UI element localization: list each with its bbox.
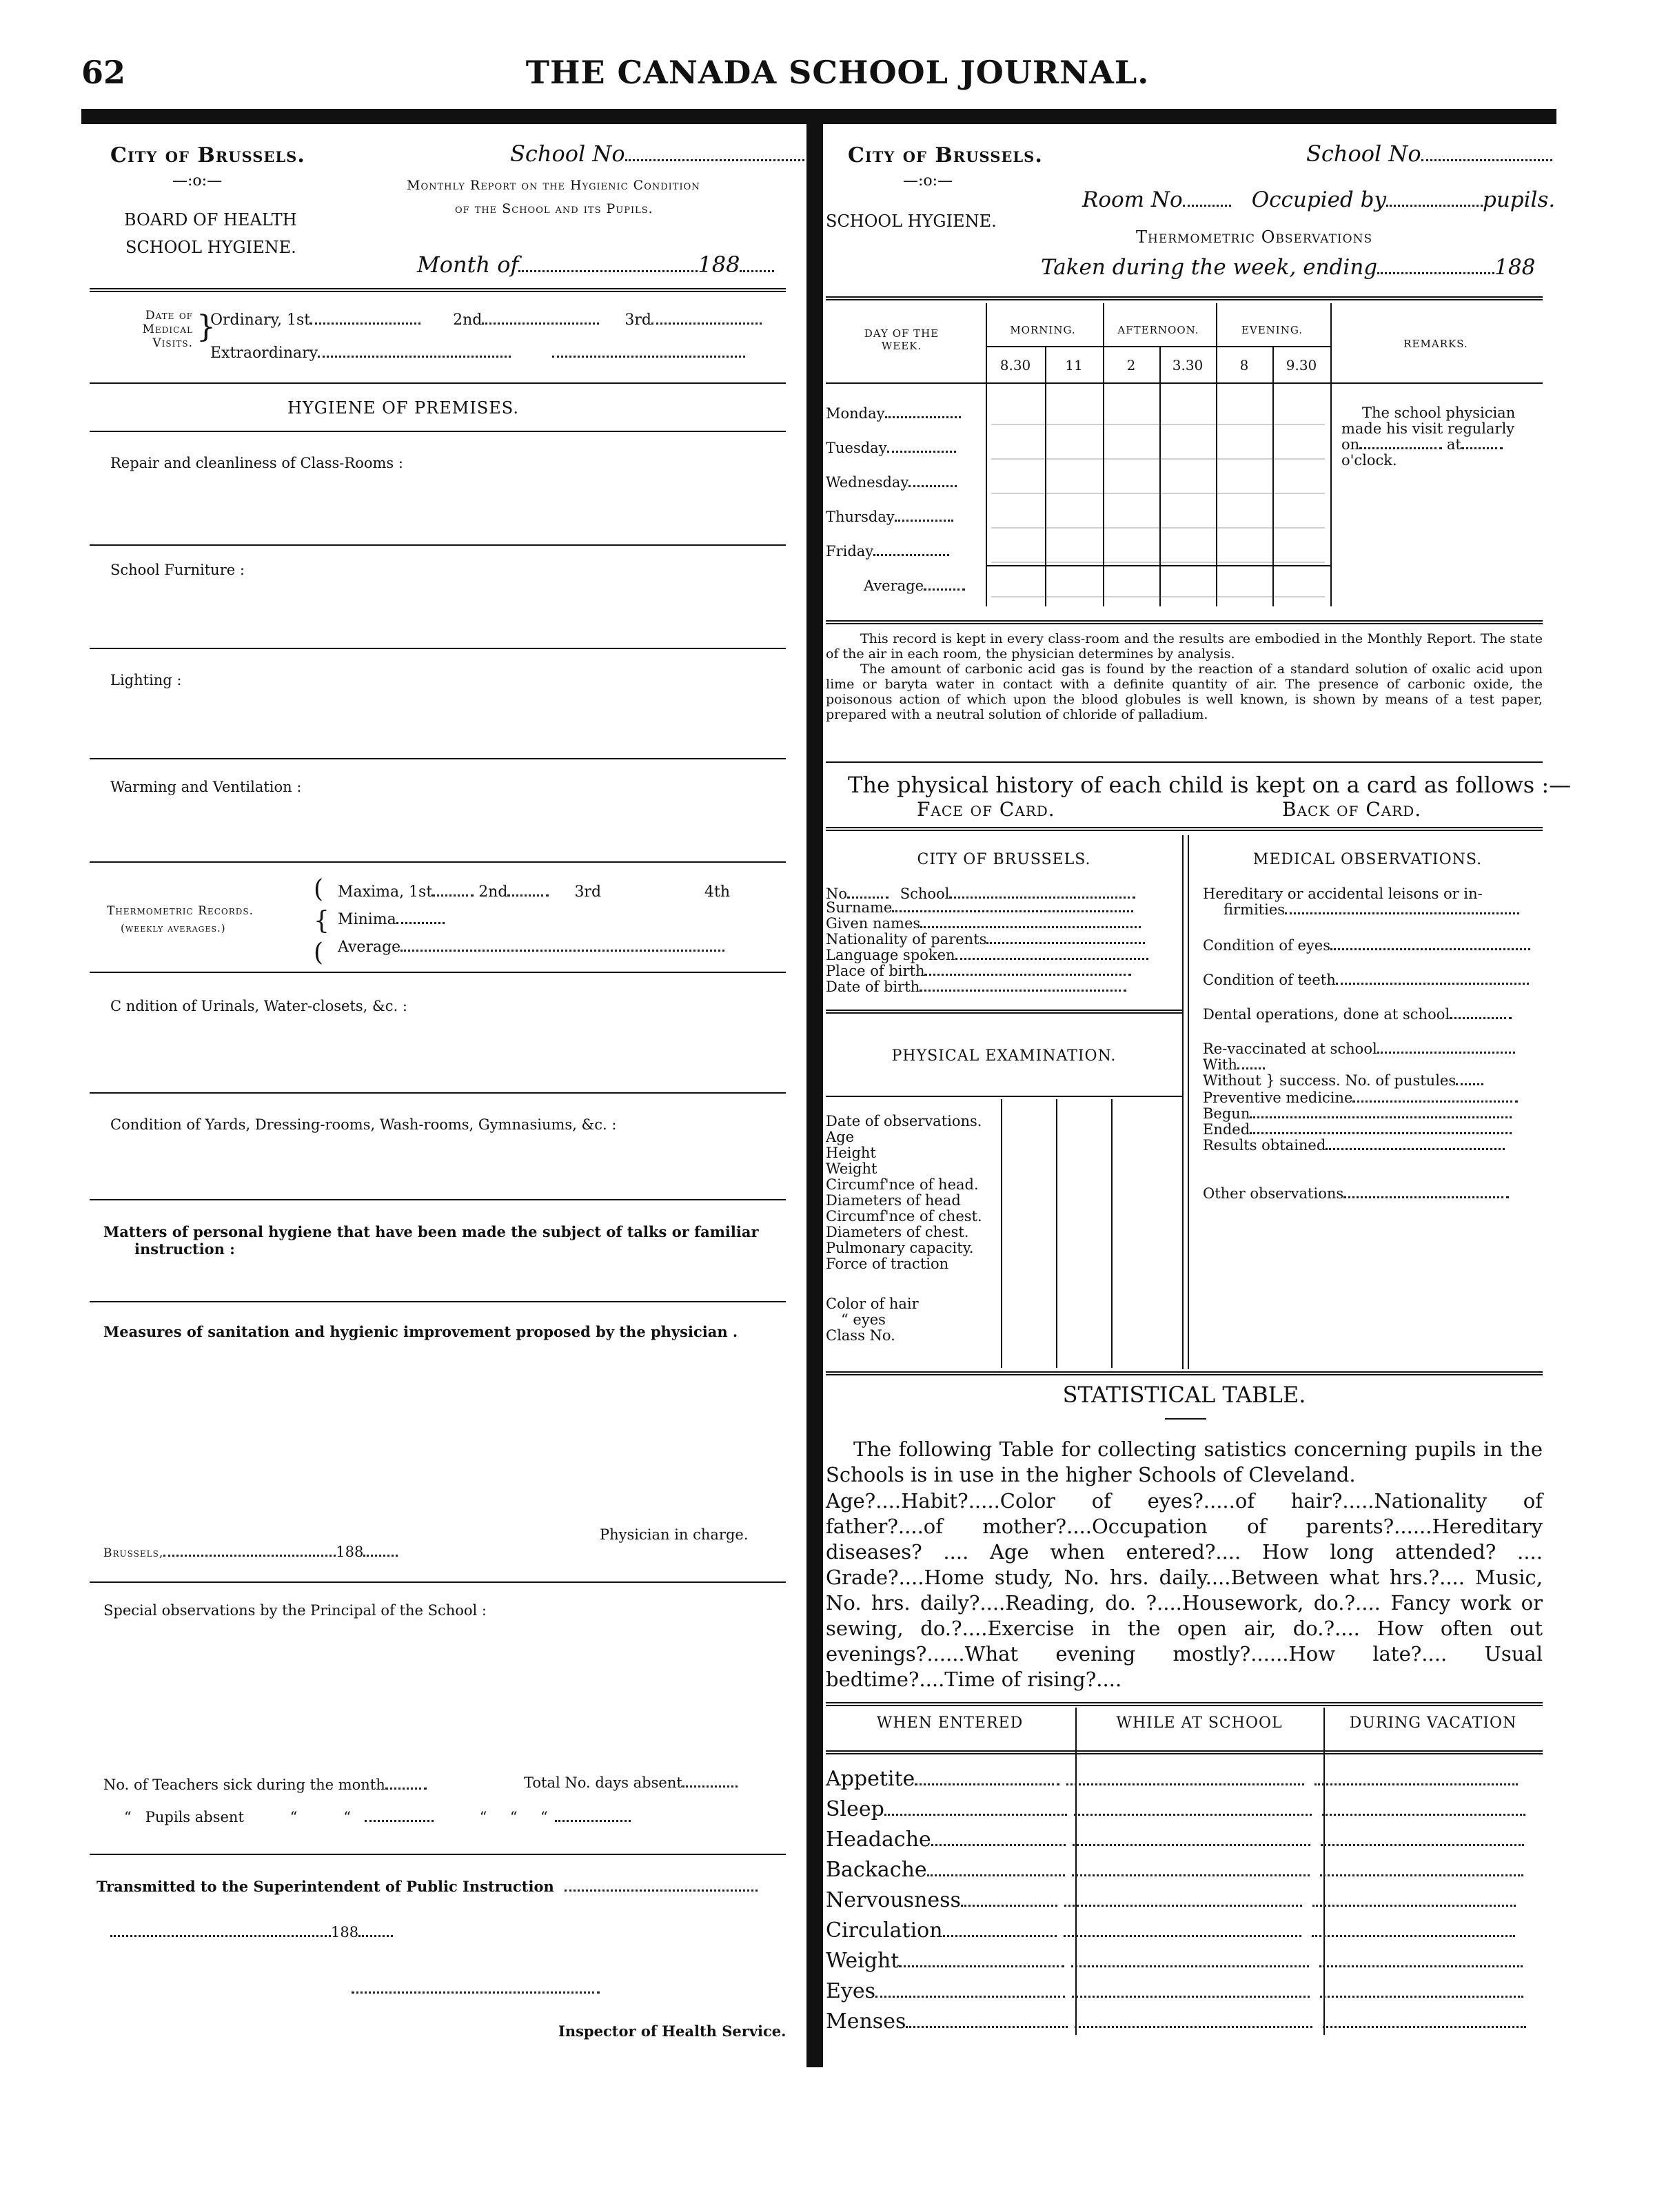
pupils-absent: “ Pupils absent “ “ “ “ “ (124, 1809, 631, 1825)
day-header: DAY OF THE WEEK. (864, 327, 940, 352)
back-results: Results obtained (1203, 1137, 1505, 1154)
left-city: City of Brussels. (110, 143, 305, 167)
col-while-at-school: WHILE AT SCHOOL (1116, 1714, 1283, 1732)
matters-label: Matters of personal hygiene that have been made the subject of talks or familiar (103, 1223, 759, 1240)
phys-date: Date of observations. (826, 1113, 982, 1129)
back-preventive: Preventive medicine (1203, 1089, 1518, 1107)
thermo-records-label: Thermometric Records. (107, 904, 254, 918)
stat-row-appetite: Appetite (826, 1764, 1518, 1794)
stat-row-headache: Headache (826, 1825, 1524, 1855)
inspector-signature-line (352, 1983, 600, 1996)
stat-row-eyes: Eyes (826, 1976, 1523, 2007)
phys-hair: Color of hair (826, 1296, 919, 1312)
teachers-sick: No. of Teachers sick during the month (103, 1776, 427, 1793)
phys-age: Age (826, 1129, 855, 1145)
visits-label: Date of Medical Visits. (142, 309, 193, 350)
urinals-label: C ndition of Urinals, Water-closets, &c. : (110, 998, 407, 1014)
face-language: Language spoken (826, 947, 1177, 964)
phys-pulmonary: Pulmonary capacity. (826, 1240, 974, 1256)
face-given-names: Given names (826, 915, 1177, 932)
back-hereditary: Hereditary or accidental leisons or in- (1203, 885, 1483, 902)
average-line: Average (338, 939, 724, 956)
statistical-questions: Age?....Habit?.....Color of eyes?.....of hair?.....Nationality of father?....of mother?....Occupation of parents?......Hereditary diseases? .... Age when entered?.... How long attended? .... Grade?....Home study, No. hrs. daily....Between what hrs.?.... Music, No. hrs. daily?....Reading, do. ?....Housework, do.?.... Fancy work or sewing, do.?....Exercise in the open air, do.?.... How often out evenings?......What evening mostly?......How late?.... Usual bedtime?....Time of rising?.... (826, 1489, 1543, 1691)
lighting-label: Lighting : (110, 672, 182, 688)
face-place-of-birth: Place of birth (826, 963, 1177, 980)
back-infirmities: firmities (1224, 901, 1519, 919)
phys-head-circ: Circumf'nce of head. (826, 1176, 979, 1193)
card-intro: The physical history of each child is kept on a card as follows :— (848, 772, 1572, 798)
phys-height: Height (826, 1145, 876, 1161)
phys-title: PHYSICAL EXAMINATION. (891, 1047, 1117, 1065)
back-begun: Begun (1203, 1105, 1512, 1123)
visits-ordinary: Ordinary, 1st 2nd 3rd (210, 311, 762, 329)
back-other: Other observations (1203, 1185, 1509, 1202)
record-note: This record is kept in every class-room and the results are embodied in the Monthly Report. The state of the air in each room, the physician determines by analysis. The amount of carbonic acid gas is found by the reaction of a standard solution of oxalic acid upon lime or baryta water in contact with a definite quantity of air. The presence of carbonic oxide, the poisonous action of which upon the blood globules is well known, is shown by means of a test paper, prepared with a neutral solution of chloride of palladium. (826, 631, 1543, 722)
inspector-label: Inspector of Health Service. (558, 2022, 786, 2040)
left-board: BOARD OF HEALTH (124, 210, 297, 229)
time-0: 8.30 (999, 357, 1031, 373)
journal-title: THE CANADA SCHOOL JOURNAL. (525, 54, 1150, 91)
thermo-records-sub: (weekly averages.) (121, 922, 226, 934)
statistical-intro: The following Table for collecting satistics concerning pupils in the Schools is in use in the higher Schools of Cleveland. (826, 1437, 1543, 1486)
face-of-card: Face of Card. (917, 798, 1055, 821)
right-school-hygiene: SCHOOL HYGIENE. (826, 212, 997, 231)
day-monday: Monday (826, 405, 961, 422)
room-occupied: Room No Occupied by pupils. (1082, 187, 1556, 212)
time-3: 3.30 (1172, 357, 1204, 373)
thermo-table (826, 303, 1543, 624)
page-number: 62 (81, 54, 126, 91)
evening-header: EVENING. (1241, 324, 1303, 336)
right-school-no: School No (1306, 141, 1552, 167)
matters-label-2: instruction : (134, 1240, 235, 1258)
face-date-of-birth: Date of birth (826, 979, 1177, 996)
left-month-of: Month of 188 (417, 252, 774, 278)
left-school-no-label: School No (510, 141, 804, 167)
day-tuesday: Tuesday (826, 440, 956, 456)
col-during-vacation: DURING VACATION (1349, 1714, 1517, 1732)
phys-head-diam: Diameters of head (826, 1192, 961, 1209)
remarks-header: REMARKS. (1403, 338, 1468, 350)
time-5: 9.30 (1286, 357, 1317, 373)
stat-row-circulation: Circulation (826, 1916, 1515, 1946)
phys-eyes: “ eyes (841, 1311, 886, 1328)
face-no: No School (826, 885, 1177, 903)
back-ended: Ended (1203, 1121, 1512, 1138)
face-nationality: Nationality of parents (826, 931, 1177, 948)
top-rule (81, 109, 1556, 124)
back-teeth: Condition of teeth (1203, 972, 1529, 989)
column-divider (806, 124, 823, 2067)
time-4: 8 (1239, 357, 1249, 373)
phys-chest-diam: Diameters of chest. (826, 1224, 969, 1240)
col-when-entered: WHEN ENTERED (876, 1714, 1024, 1732)
yards-label: Condition of Yards, Dressing-rooms, Wash-rooms, Gymnasiums, &c. : (110, 1116, 617, 1133)
transmitted-date: 188 (110, 1924, 393, 1940)
stat-row-weight: Weight (826, 1946, 1523, 1976)
phys-weight: Weight (826, 1160, 877, 1177)
brussels-date: Brussels, 188 (103, 1544, 398, 1560)
stat-row-menses: Menses (826, 2007, 1526, 2037)
back-of-card: Back of Card. (1282, 798, 1422, 821)
back-eyes: Condition of eyes (1203, 937, 1530, 954)
left-board-hygiene: SCHOOL HYGIENE. (125, 238, 296, 257)
back-with: With (1203, 1056, 1265, 1074)
stat-row-nervousness: Nervousness (826, 1885, 1516, 1916)
minima-line: Minima (338, 911, 445, 928)
back-revacc: Re-vaccinated at school (1203, 1041, 1515, 1058)
day-average: Average (864, 577, 965, 594)
right-city: City of Brussels. (848, 143, 1043, 167)
afternoon-header: AFTERNOON. (1117, 324, 1199, 336)
remarks-text: The school physician made his visit regularly on at o'clock. (1341, 404, 1516, 469)
phys-class: Class No. (826, 1327, 895, 1344)
measures-label: Measures of sanitation and hygienic improvement proposed by the physician . (103, 1323, 738, 1340)
day-thursday: Thursday (826, 509, 953, 525)
maxima-line: Maxima, 1st 2nd 3rd 4th (338, 883, 731, 901)
visits-extraordinary: Extraordinary (210, 345, 745, 362)
transmitted-label: Transmitted to the Superintendent of Public Instruction (97, 1878, 758, 1895)
stat-row-backache: Backache (826, 1855, 1523, 1885)
hygiene-title: HYGIENE OF PREMISES. (287, 398, 520, 418)
left-separator: —:o:— (172, 172, 223, 190)
repair-label: Repair and cleanliness of Class-Rooms : (110, 455, 403, 471)
special-label: Special observations by the Principal of the School : (103, 1602, 487, 1619)
time-2: 2 (1126, 357, 1136, 373)
physician-label: Physician in charge. (600, 1526, 749, 1543)
statistical-title: STATISTICAL TABLE. (1062, 1382, 1306, 1408)
phys-chest-circ: Circumf'nce of chest. (826, 1208, 982, 1225)
furniture-label: School Furniture : (110, 562, 245, 578)
phys-traction: Force of traction (826, 1256, 949, 1272)
stat-row-sleep: Sleep (826, 1794, 1525, 1825)
back-without: Without } success. No. of pustules (1203, 1072, 1483, 1089)
back-title: MEDICAL OBSERVATIONS. (1252, 851, 1483, 868)
back-dental: Dental operations, done at school (1203, 1006, 1512, 1023)
face-title: CITY OF BRUSSELS. (917, 851, 1091, 868)
time-1: 11 (1065, 357, 1083, 373)
rule (90, 288, 786, 292)
warming-label: Warming and Ventilation : (110, 779, 302, 795)
face-surname: Surname (826, 899, 1177, 916)
total-absent: Total No. days absent (524, 1774, 738, 1791)
taken-during: Taken during the week, ending 188 (1041, 255, 1536, 280)
left-report-title: Monthly Report on the Hygienic Condition (407, 178, 700, 193)
left-report-subtitle: of the School and its Pupils. (455, 201, 653, 216)
day-wednesday: Wednesday (826, 474, 957, 491)
thermo-title: Thermometric Observations (1136, 227, 1373, 247)
morning-header: MORNING. (1010, 324, 1076, 336)
right-separator: —:o:— (903, 172, 953, 190)
day-friday: Friday (826, 543, 949, 560)
